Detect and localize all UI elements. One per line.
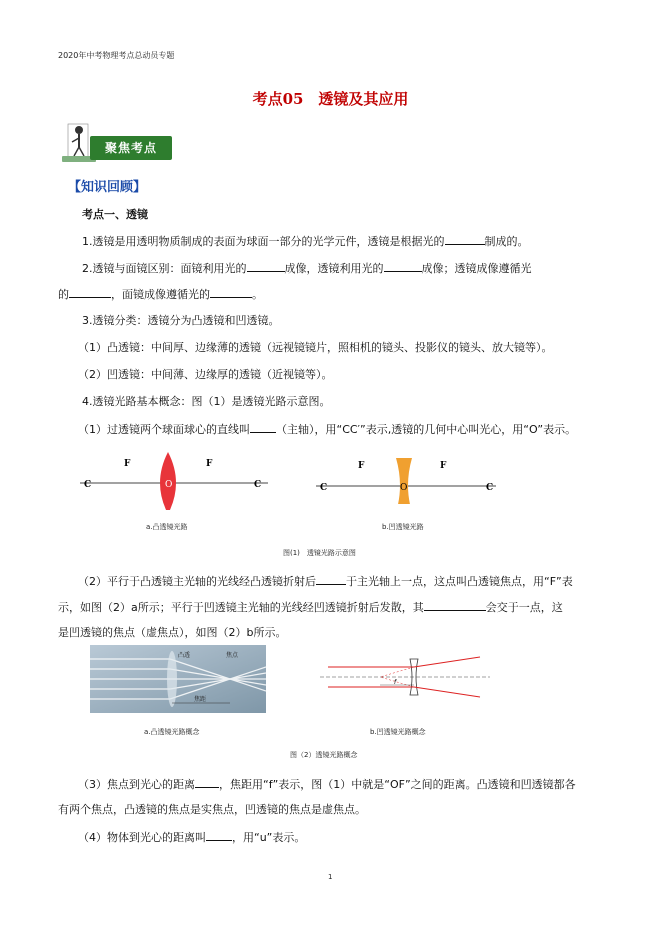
paragraph-2: 2.透镜与面镜区别：面镜利用光的 成像，透镜利用光的 成像；透镜成像遵循光 — [82, 262, 532, 275]
focus-banner — [60, 120, 172, 164]
paragraph-3: 3.透镜分类：透镜分为凸透镜和凹透镜。 — [82, 314, 280, 327]
lens-shape — [167, 651, 177, 707]
concave-definition: （2）凹透镜：中间薄、边缘厚的透镜（近视镜等）。 — [78, 368, 333, 381]
page-title: 考点05 透镜及其应用 — [252, 90, 409, 108]
blank — [250, 421, 276, 433]
o-label: O — [165, 480, 173, 490]
figure-1-caption: 图(1) 透镜光路示意图 — [283, 549, 356, 557]
f-label: F — [124, 459, 131, 469]
blank — [195, 776, 219, 788]
c-label: C — [486, 483, 494, 493]
f-label: F — [440, 461, 447, 471]
concave-focus-text-cont: 是凹透镜的焦点（虚焦点），如图（2）b所示。 — [58, 626, 287, 639]
c-label: C — [84, 480, 92, 490]
concave-focus-text: 示，如图（2）a所示；平行于凹透镜主光轴的光线经凹透镜折射后发散，其 会交于一点，这 — [58, 601, 563, 614]
concave-caption: b.凹透镜光路 — [382, 523, 424, 531]
convex-caption: a.凸透镜光路 — [146, 523, 188, 531]
f-label: F — [358, 461, 365, 471]
axis-definition: （1）过透镜两个球面球心的直线叫 （主轴），用“CC′”表示,透镜的几何中心叫光心，用“O”表示。 — [78, 423, 577, 436]
page-number: 1 — [328, 873, 333, 881]
focal-length-label: 焦距 — [194, 696, 207, 703]
paragraph-4: 4.透镜光路基本概念：图（1）是透镜光路示意图。 — [82, 395, 331, 408]
focal-length-text-cont: 有两个焦点，凸透镜的焦点是实焦点，凹透镜的焦点是虚焦点。 — [58, 803, 366, 816]
convex-lens-diagram — [80, 450, 280, 510]
c-label: C — [320, 483, 328, 493]
blank — [206, 829, 232, 841]
focus-label: 焦点 — [226, 652, 239, 659]
blank — [384, 260, 422, 272]
lens-label: 凸透 — [178, 652, 191, 659]
f-label: f — [394, 679, 397, 686]
page-header: 2020年中考物理考点总动员专题 — [58, 51, 175, 60]
blank — [424, 599, 486, 611]
paragraph-1: 1.透镜是用透明物质制成的表面为球面一部分的光学元件，透镜是根据光的 制成的。 — [82, 235, 529, 248]
blank — [69, 286, 111, 298]
object-distance-text: （4）物体到光心的距离叫 ，用“u”表示。 — [78, 831, 306, 844]
point-heading: 考点一、透镜 — [82, 208, 148, 221]
blank — [316, 573, 346, 585]
blank — [247, 260, 285, 272]
blank — [445, 233, 485, 245]
focal-length-text: （3）焦点到光心的距离 ，焦距用“f”表示，图（1）中就是“OF”之间的距离。凸透镜和凹透镜都各 — [78, 778, 576, 791]
concave-lens-shape — [396, 458, 412, 504]
f-label: F — [206, 459, 213, 469]
figure-2-caption: 图（2）透镜光路概念 — [290, 751, 358, 759]
concave-lens-diagram — [316, 454, 506, 504]
banner-label: 聚焦考点 — [90, 136, 172, 160]
convex-focus-text: （2）平行于凸透镜主光轴的光线经凸透镜折射后 于主光轴上一点，这点叫凸透镜焦点，用“F”表 — [78, 575, 573, 588]
blank — [210, 286, 252, 298]
convex-photo — [90, 645, 266, 713]
concave-concept-diagram — [320, 655, 490, 703]
concave-concept-caption: b.凹透镜光路概念 — [370, 728, 426, 736]
convex-concept-caption: a.凸透镜光路概念 — [144, 728, 200, 736]
section-heading: 【知识回顾】 — [68, 180, 147, 195]
c-label: C — [254, 480, 262, 490]
paragraph-2-cont: 的 ，面镜成像遵循光的 。 — [58, 288, 263, 301]
convex-definition: （1）凸透镜：中间厚、边缘薄的透镜（远视镜镜片，照相机的镜头、投影仪的镜头、放大镜等）。 — [78, 341, 553, 354]
o-label: O — [400, 483, 408, 493]
